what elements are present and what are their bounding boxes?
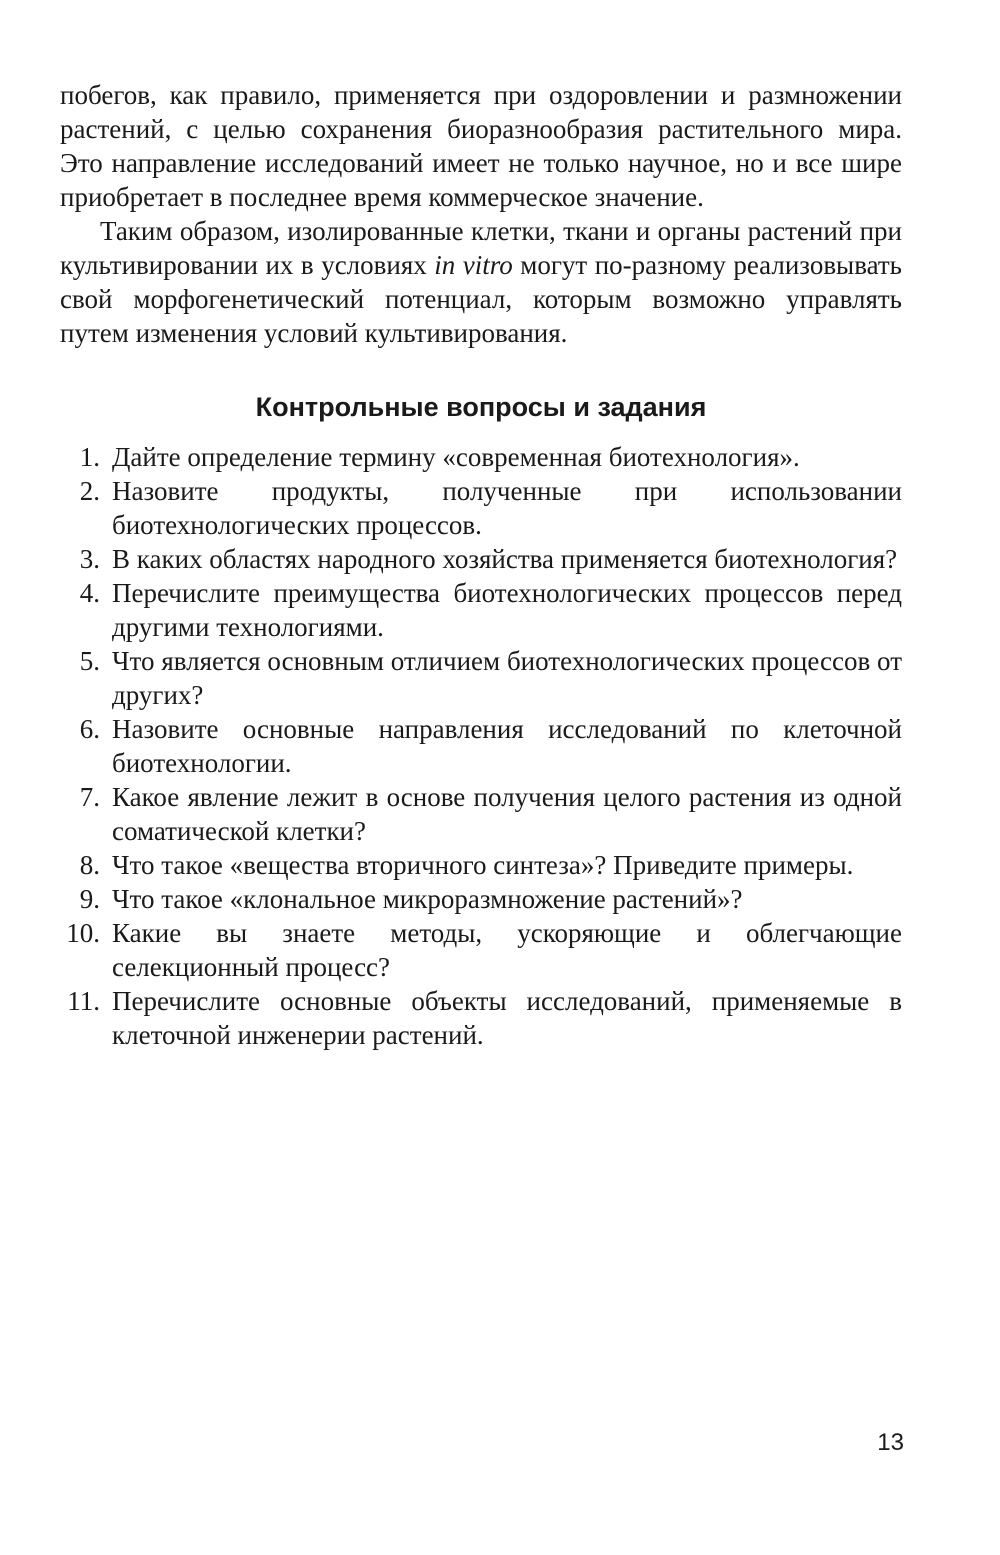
question-text: В каких областях народного хозяйства применяется биотехнология?	[112, 544, 898, 574]
paragraph-2-text-end: могут по-разному реализовывать свой морфогенетический потенциал, которым возможно управлять путем изменения условий культивирования.	[60, 250, 902, 348]
question-text: Перечислите преимущества биотехнологических процессов перед другими технологиями.	[112, 578, 902, 642]
question-text: Назовите продукты, полученные при использовании биотехнологических процессов.	[112, 476, 902, 540]
question-number: 8.	[79, 850, 100, 880]
question-number: 9.	[79, 884, 100, 914]
question-item	[60, 542, 902, 576]
question-number: 10.	[66, 918, 100, 948]
question-item	[60, 712, 902, 780]
question-item	[60, 848, 902, 882]
question-text: Дайте определение термину «современная биотехнология».	[112, 442, 800, 472]
question-number: 3.	[79, 544, 100, 574]
question-text: Назовите основные направления исследований по клеточной биотехнологии.	[112, 714, 902, 778]
page-number: 13	[877, 1429, 904, 1456]
question-item	[60, 576, 902, 644]
section-heading: Контрольные вопросы и задания	[255, 392, 707, 422]
question-item	[60, 882, 902, 916]
question-number: 6.	[79, 714, 100, 744]
question-item	[60, 780, 902, 848]
body-paragraph-2	[60, 214, 902, 350]
question-number: 4.	[79, 578, 100, 608]
question-item	[60, 474, 902, 542]
paragraph-2-italic-term: in vitro	[434, 250, 513, 280]
question-item	[60, 984, 902, 1052]
question-item	[60, 440, 902, 474]
question-text: Что такое «клональное микроразмножение растений»?	[112, 884, 743, 914]
question-text: Перечислите основные объекты исследований, применяемые в клеточной инженерии растений.	[112, 986, 902, 1050]
question-text: Какие вы знаете методы, ускоряющие и облегчающие селекционный процесс?	[112, 918, 902, 982]
page-content	[60, 78, 902, 1052]
question-number: 1.	[79, 442, 100, 472]
question-item	[60, 644, 902, 712]
paragraph-2-text-start: Таким образом, изолированные клетки, ткани и органы растений при культивировании их в условиях	[60, 216, 902, 280]
question-text: Что является основным отличием биотехнологических процессов от других?	[112, 646, 902, 710]
question-number: 2.	[79, 476, 100, 506]
question-item	[60, 916, 902, 984]
question-text: Что такое «вещества вторичного синтеза»? Приведите примеры.	[112, 850, 854, 880]
question-number: 11.	[67, 986, 100, 1016]
question-text: Какое явление лежит в основе получения целого растения из одной соматической клетки?	[112, 782, 902, 846]
questions-list	[60, 440, 902, 1052]
body-paragraph-1: побегов, как правило, применяется при оздоровлении и размножении растений, с целью сохранения биоразнообразия растительного мира. Это направление исследований имеет не только научное, но и все шире приобретает в последнее время коммерческое значение.	[60, 80, 902, 212]
question-number: 7.	[79, 782, 100, 812]
question-number: 5.	[79, 646, 100, 676]
